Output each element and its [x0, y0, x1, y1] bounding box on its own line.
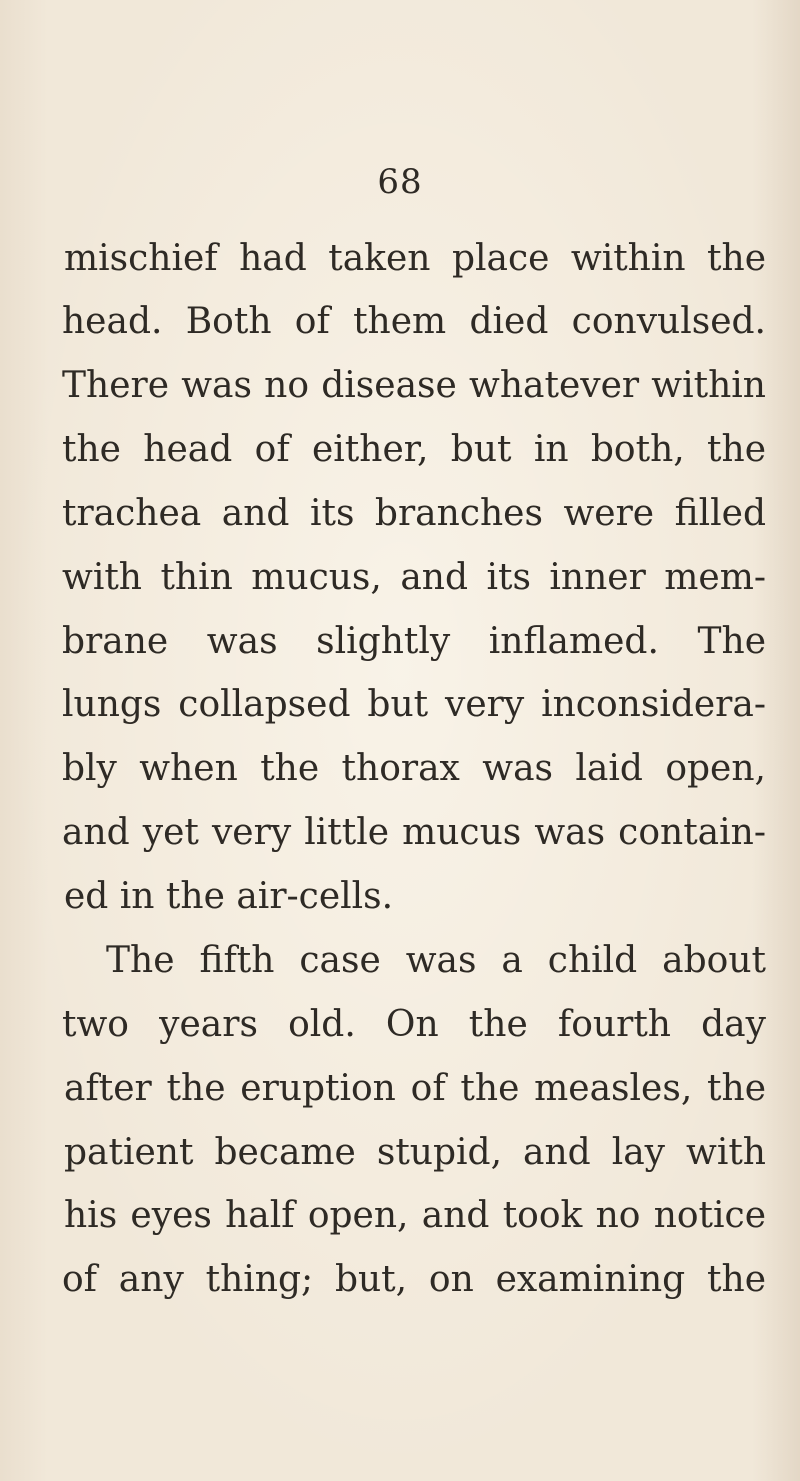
text-line: ed in the air-cells.: [64, 876, 394, 917]
text-line: his eyes half open, and took no notice: [64, 1195, 766, 1236]
text-line: bly when the thorax was laid open,: [62, 748, 766, 789]
text-line: with thin mucus, and its inner mem-: [62, 557, 766, 598]
text-line: the head of either, but in both, the: [62, 429, 766, 470]
text-line: and yet very little mucus was contain-: [62, 812, 766, 853]
text-line: trachea and its branches were filled: [62, 493, 766, 534]
text-line: mischief had taken place within the: [64, 238, 766, 279]
text-line: of any thing; but, on examining the: [62, 1259, 766, 1300]
text-line: brane was slightly inflamed. The: [62, 621, 766, 662]
text-line: There was no disease whatever within: [62, 365, 766, 406]
text-line: patient became stupid, and lay with: [64, 1132, 766, 1173]
text-line: head. Both of them died convulsed.: [62, 301, 766, 342]
text-line: lungs collapsed but very inconsidera-: [62, 684, 766, 725]
text-line: after the eruption of the measles, the: [64, 1068, 766, 1109]
text-line: two years old. On the fourth day: [62, 1004, 766, 1045]
text-line: The fifth case was a child about: [106, 940, 766, 981]
page-number: 68: [377, 162, 423, 202]
